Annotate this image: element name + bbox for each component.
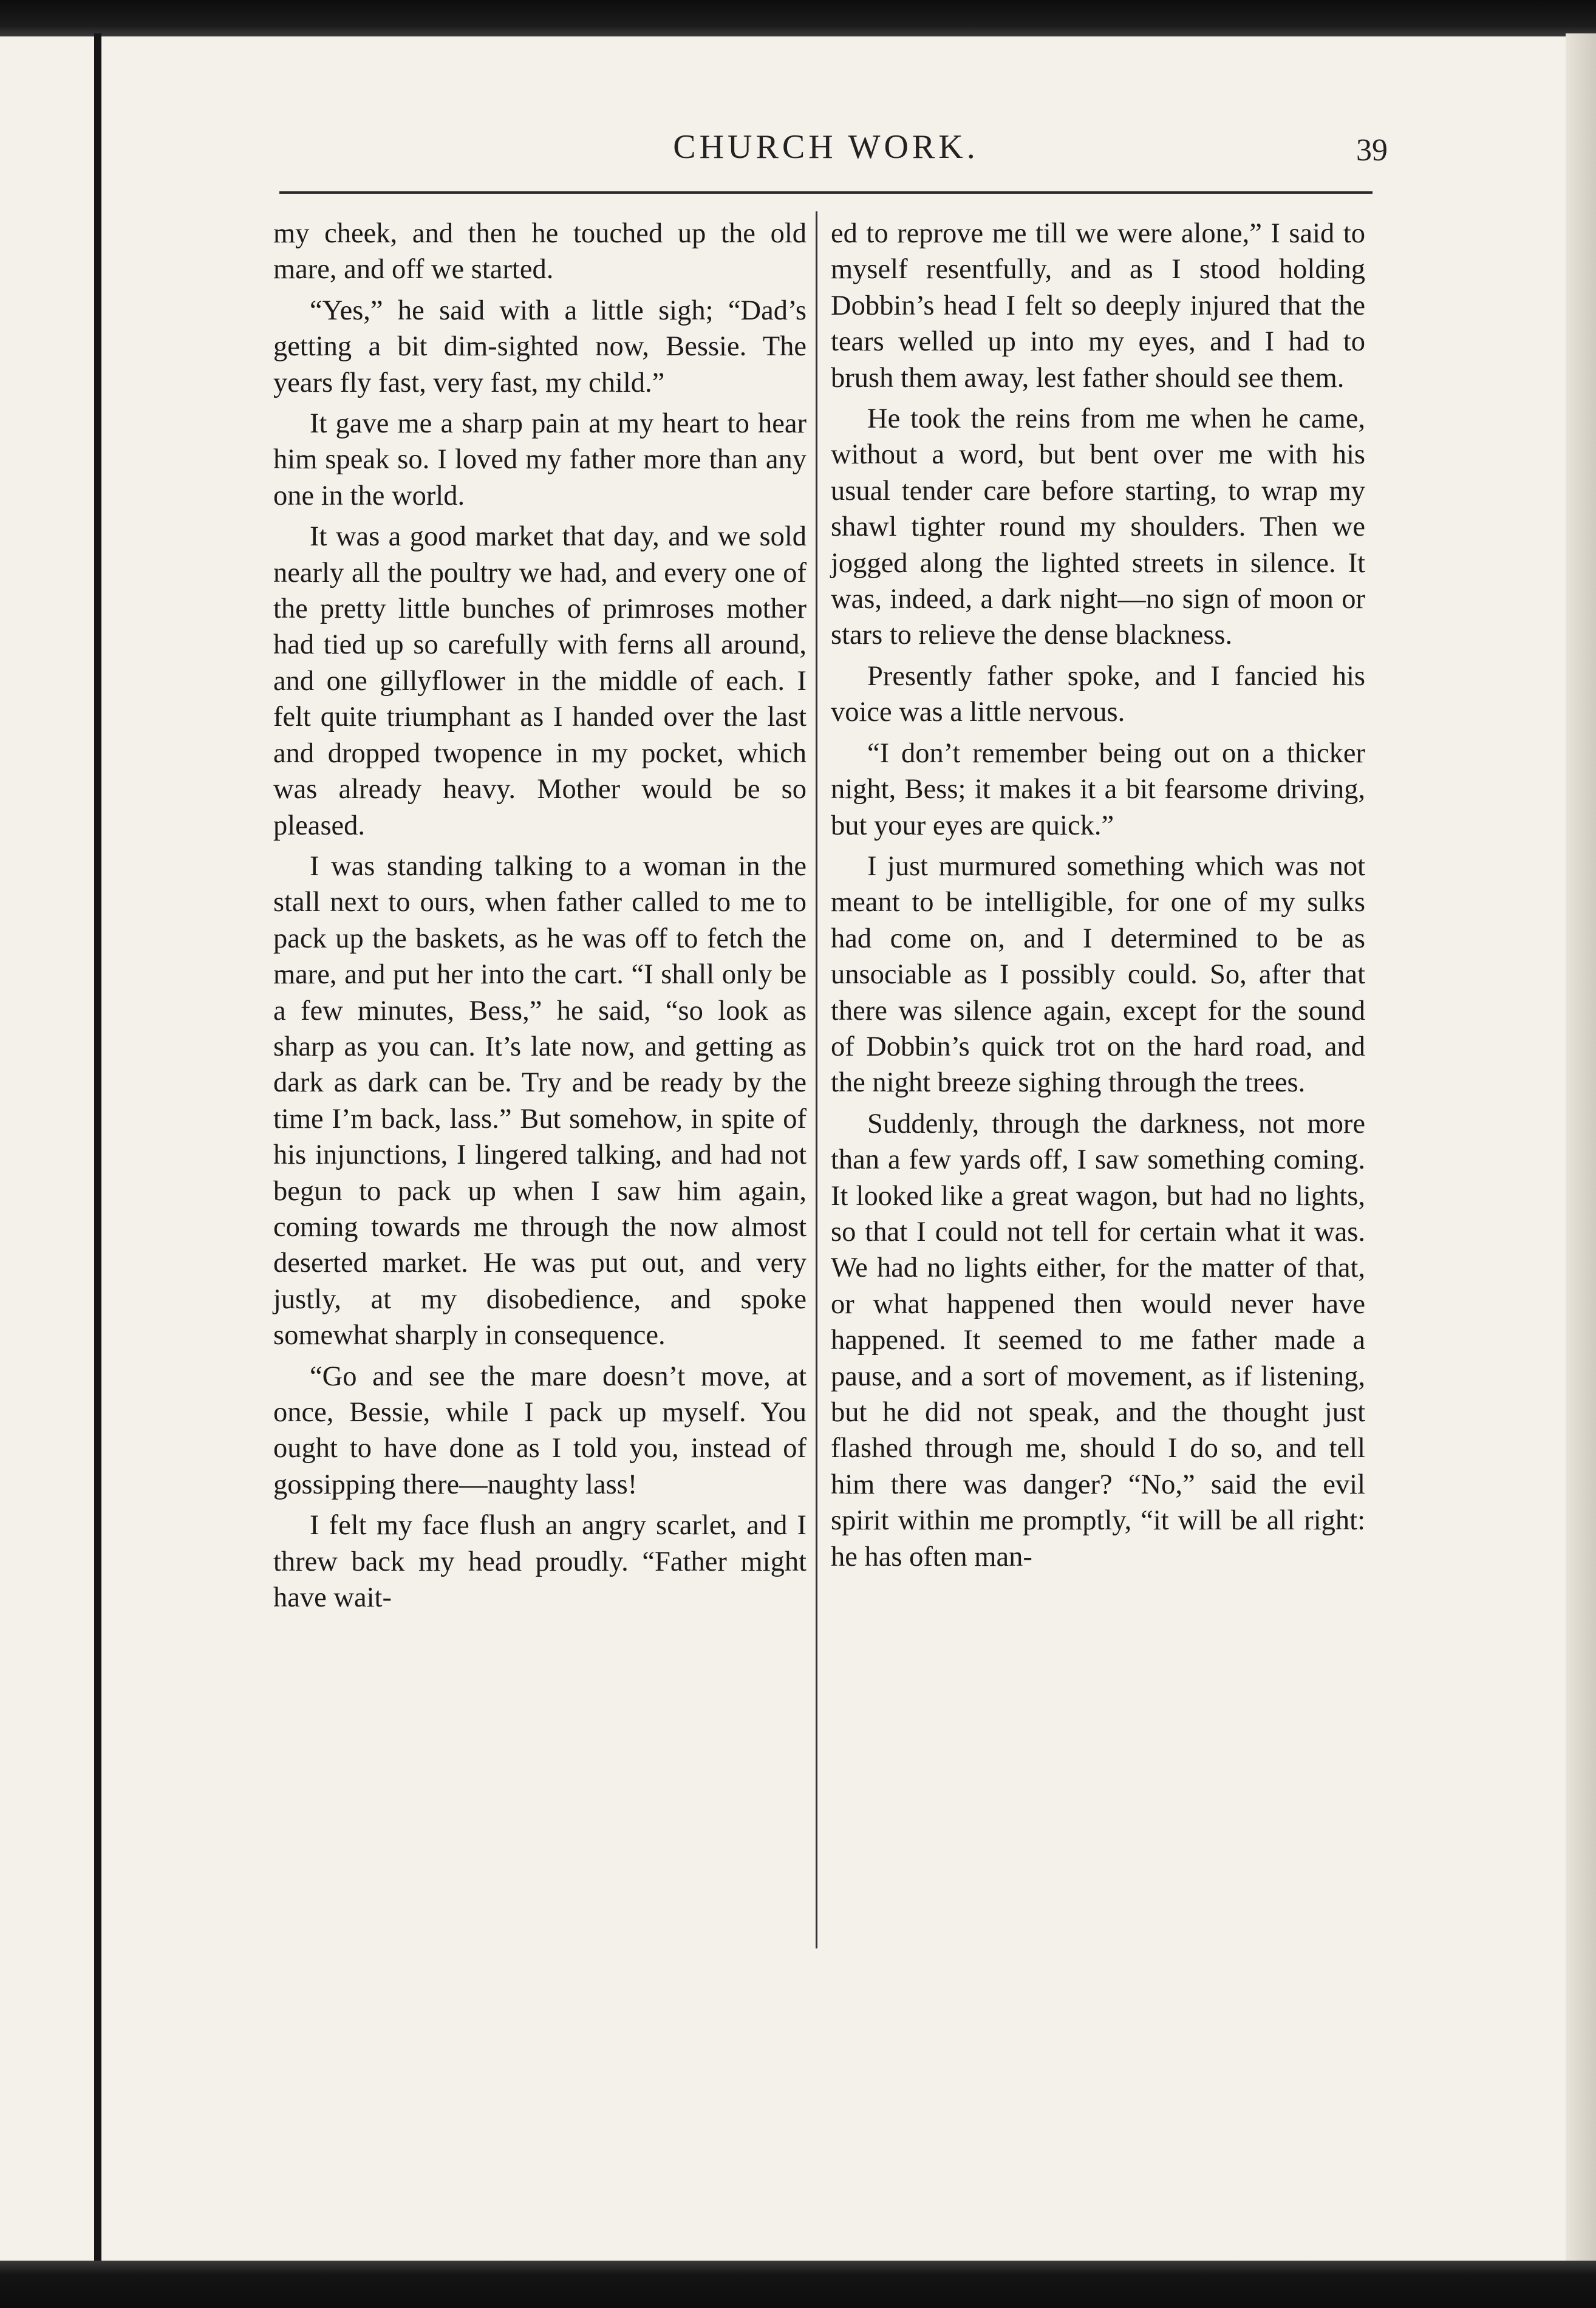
- paragraph: I just murmured something which was not meant to be intelligible, for one of my sulks had come on, and I determined to be as unsociable as I possibly could. So, after that there was silence again, except for the sound of Dobbin’s quick trot on the hard road, and the night breeze sighing through the trees.: [831, 850, 1365, 1099]
- paragraph: “Yes,” he said with a little sigh; “Dad’s getting a bit dim-sighted now, Bessie. The years fly fast, very fast, my child.”: [273, 295, 807, 398]
- paragraph: “I don’t remember being out on a thicker night, Bess; it makes it a bit fearsome driving, but your eyes are quick.”: [831, 737, 1365, 841]
- page-number: 39: [1356, 133, 1388, 168]
- paragraph: He took the reins from me when he came, without a word, but bent over me with his usual tender care before starting, to wrap my shawl tighter round my shoulders. Then we jogged along the lighted streets in silence. It was, indeed, a dark night—no sign of moon or stars to relieve the dense blackness.: [831, 403, 1365, 651]
- paragraph: It gave me a sharp pain at my heart to hear him speak so. I loved my father more than any one in the world.: [273, 408, 807, 511]
- scan-margin-left: [0, 0, 24, 2308]
- page-edge-left: [94, 33, 101, 2269]
- page-header: [270, 128, 1388, 170]
- paragraph: ed to reprove me till we were alone,” I said to myself resentfully, and as I stood holding Dobbin’s head I felt so deeply injured that the tears welled up into my eyes, and I had to brush them away, lest father should see them.: [831, 218, 1365, 394]
- running-title: CHURCH WORK.: [673, 128, 979, 166]
- header-rule: [279, 191, 1373, 194]
- scan-border-right: [1566, 33, 1596, 2269]
- scan-border-bottom: [0, 2261, 1596, 2308]
- paragraph: Suddenly, through the darkness, not more than a few yards off, I saw something coming. It looked like a great wagon, but had no lights, so that I could not tell for certain what it was. We had no lights either, for the matter of that, or what happened then would never have happened. It seemed to me father made a pause, and a sort of movement, as if listening, but he did not speak, and the thought just flashed through me, should I do so, and tell him there was danger? “No,” said the evil spirit within me promptly, “it will be all right: he has often man-: [831, 1108, 1365, 1572]
- right-column: [831, 216, 1365, 2238]
- paragraph: my cheek, and then he touched up the old mare, and off we started.: [273, 218, 807, 285]
- paragraph: Presently father spoke, and I fancied his voice was a little nervous.: [831, 660, 1365, 728]
- paragraph: I was standing talking to a woman in the stall next to ours, when father called to me to pack up the baskets, as he was off to fetch the mare, and put her into the cart. “I shall only be a few minutes, Bess,” he said, “so look as sharp as you can. It’s late now, and getting as dark as dark can be. Try and be ready by the time I’m back, lass.” But somehow, in spite of his injunctions, I lingered talking, and had not begun to pack up when I saw him again, coming towards me through the now almost deserted market. He was put out, and very justly, at my disobedience, and spoke somewhat sharply in consequence.: [273, 850, 807, 1351]
- left-column: [273, 216, 807, 2238]
- paragraph: “Go and see the mare doesn’t move, at once, Bessie, while I pack up myself. You ought to have done as I told you, instead of gossipping there—naughty lass!: [273, 1361, 807, 1500]
- scan-border-top: [0, 0, 1596, 36]
- paragraph: It was a good market that day, and we sold nearly all the poultry we had, and every one of the pretty little bunches of primroses mother had tied up so carefully with ferns all around, and one gillyflower in the middle of each. I felt quite triumphant as I handed over the last and dropped twopence in my pocket, which was already heavy. Mother would be so pleased.: [273, 521, 807, 841]
- column-divider: [816, 211, 817, 1948]
- paragraph: I felt my face flush an angry scarlet, and I threw back my head proudly. “Father might have wait-: [273, 1510, 807, 1614]
